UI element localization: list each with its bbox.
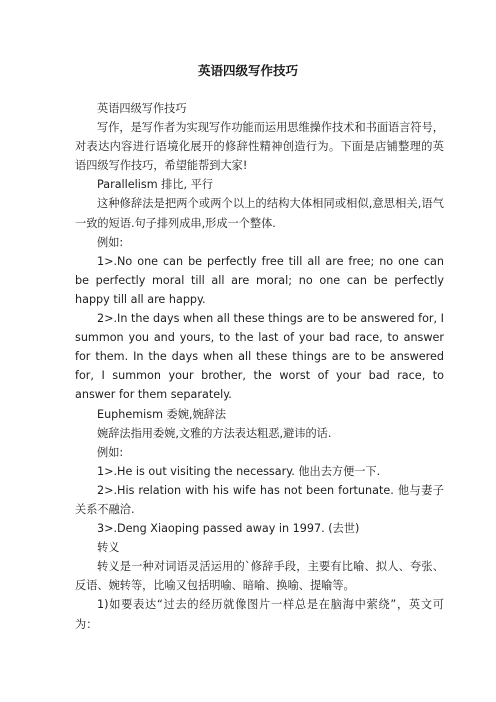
paragraph: 写作，是写作者为实现写作功能而运用思维操作技术和书面语言符号，对表达内容进行语境化展开的修辞性精神创造行为。下面是店铺整理的英语四级写作技巧，希望能帮到大家!	[75, 121, 444, 173]
paragraph: 3>.Deng Xiaoping passed away in 1997. (去世)	[97, 522, 360, 536]
paragraph: 英语四级写作技巧	[97, 102, 187, 115]
paragraph: Euphemism 委婉,婉辞法	[97, 407, 227, 421]
document-title: 英语四级写作技巧	[197, 63, 298, 78]
paragraph: 2>.In the days when all these things are to be answered for, I summon you and yours, to the last of your bad race, to answer for them. In the days when all these things are to be answered for, I summon your brother, the worst of your bad race, to answer for them separately.	[75, 312, 444, 402]
paragraph: Parallelism 排比, 平行	[97, 178, 214, 192]
paragraph: 1>.He is out visiting the necessary. 他出去方便一下.	[97, 464, 381, 478]
paragraph: 转义	[97, 541, 120, 555]
paragraph: 婉辞法指用委婉,文雅的方法表达粗恶,避讳的话.	[97, 426, 332, 440]
paragraph: 1>.No one can be perfectly free till all are free; no one can be perfectly moral till all are moral; no one can be perfectly happy till all are happy.	[75, 254, 444, 306]
paragraph: 例如:	[97, 445, 124, 459]
paragraph: 这种修辞法是把两个或两个以上的结构大体相同或相似,意思相关,语气一致的短语.句子排列成串,形成一个整体.	[75, 197, 444, 230]
paragraph: 2>.His relation with his wife has not been fortunate. 他与妻子关系不融洽.	[75, 483, 444, 516]
paragraph: 例如:	[97, 235, 124, 249]
paragraph: 1)如要表达“过去的经历就像图片一样总是在脑海中萦绕”，英文可为：	[75, 598, 444, 631]
paragraph: 转义是一种对词语灵活运用的`修辞手段，主要有比喻、拟人、夸张、反语、婉转等，比喻又包括明喻、暗喻、换喻、提喻等。	[75, 560, 444, 593]
